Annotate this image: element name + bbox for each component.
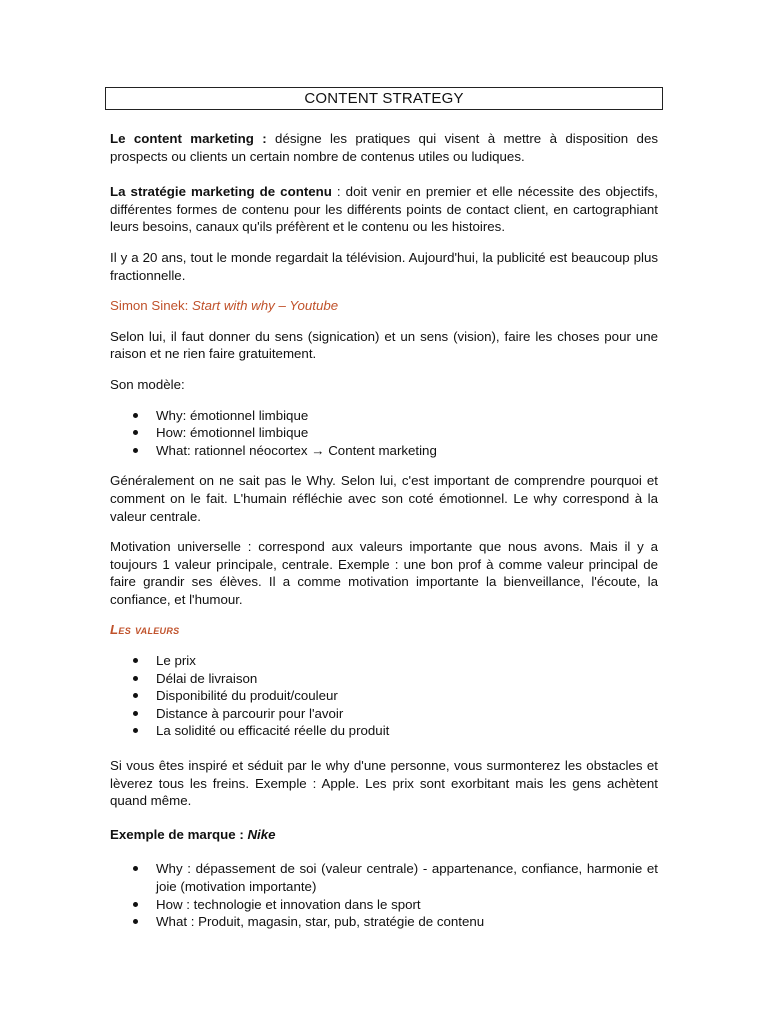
paragraph-why: Généralement on ne sait pas le Why. Selon lui, c'est important de comprendre pourquoi et comment on le fait. L'humain réfléchie avec son coté émotionnel. Le why correspond à la valeur centrale.: [110, 473, 658, 524]
list-item: How : technologie et innovation dans le sport: [110, 896, 658, 914]
brand-name: Nike: [247, 826, 276, 842]
list-item: Why: émotionnel limbique: [110, 407, 658, 425]
paragraph-apple: Si vous êtes inspiré et séduit par le why d'une personne, vous surmonterez les obstacles et lèverez tous les freins. Exemple : Apple. Les prix sont exorbitant mais les gens achètent quand même.: [110, 758, 658, 809]
sinek-name: Simon Sinek:: [110, 298, 193, 314]
list-item: What : Produit, magasin, star, pub, stratégie de contenu: [110, 913, 658, 931]
values-heading: Les valeurs: [110, 622, 180, 638]
definition-content-marketing: désigne les pratiques qui visent à mettre à disposition des prospects ou clients un certain nombre de contenus utiles ou ludiques.: [110, 131, 658, 164]
definition-content-strategy: : doit venir en premier et elle nécessite des objectifs, différentes formes de contenu pour les différents points de contact client, en cartographiant leurs besoins, canaux qu'ils préfèrent et le contenu ou les histoires.: [110, 184, 658, 235]
sinek-video-title: Start with why – Youtube: [192, 298, 339, 314]
term-content-marketing: Le content marketing :: [110, 131, 267, 146]
nike-list: [110, 860, 658, 930]
brand-example-heading: [110, 826, 658, 844]
sinek-reference: [110, 297, 658, 315]
list-item: Why : dépassement de soi (valeur centrale) - appartenance, confiance, harmonie et joie (motivation importante): [110, 860, 658, 895]
paragraph-content-strategy: [110, 183, 658, 236]
paragraph-motivation: Motivation universelle : correspond aux valeurs importante que nous avons. Mais il y a toujours 1 valeur principale, centrale. Exemple : une bon prof à comme valeur principal de faire grandir ses élèves. Il a comme motivation importante la bienveillance, l'écoute, la confiance, et l'humour.: [110, 539, 658, 607]
values-list: [110, 652, 658, 740]
brand-label: Exemple de marque :: [110, 826, 248, 842]
list-item: What: rationnel néocortex → Content marketing: [110, 442, 658, 460]
paragraph-content-marketing: [110, 130, 658, 165]
paragraph-television: Il y a 20 ans, tout le monde regardait la télévision. Aujourd'hui, la publicité est beaucoup plus fractionnelle.: [110, 249, 658, 283]
model-list: [110, 407, 658, 460]
term-content-strategy: La stratégie marketing de contenu: [110, 184, 332, 200]
list-item: How: émotionnel limbique: [110, 424, 658, 442]
list-item: Délai de livraison: [110, 670, 658, 688]
document-title: CONTENT STRATEGY: [105, 87, 663, 110]
list-item: La solidité ou efficacité réelle du produit: [110, 722, 658, 740]
list-item: Disponibilité du produit/couleur: [110, 687, 658, 705]
list-item: Le prix: [110, 652, 658, 670]
list-item: Distance à parcourir pour l'avoir: [110, 705, 658, 723]
paragraph-meaning: Selon lui, il faut donner du sens (signication) et un sens (vision), faire les choses pour une raison et ne rien faire gratuitement.: [110, 328, 658, 362]
paragraph-model-intro: Son modèle:: [110, 376, 185, 392]
document-body: [110, 87, 658, 931]
